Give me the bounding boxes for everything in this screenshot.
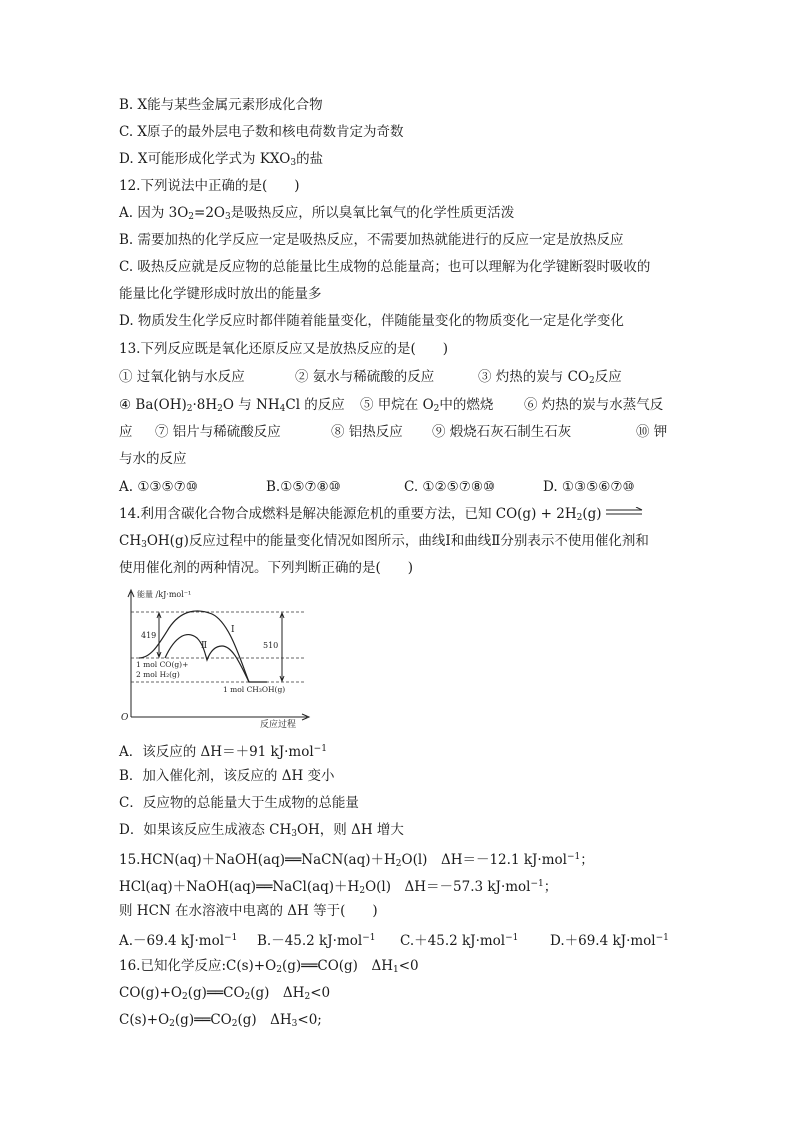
q14-option-c: C．反应物的总能量大于生成物的总能量 [119, 795, 359, 811]
q13-item-4: ④ $Ba(OH)_2\cdot 8H_2O$ 与 $NH_4Cl$ 的反应 [119, 397, 345, 414]
q12-option-d: D. 物质发生化学反应时都伴随着能量变化，伴随能量变化的物质变化一定是化学变化 [119, 313, 624, 329]
x-axis-label: 反应过程 [260, 720, 297, 730]
q15-option-c: C.＋45.2 kJ·mol$^{-1}$ [400, 933, 519, 949]
q15-stem: 则 HCN 在水溶液中电离的 ΔH 等于( ) [119, 903, 378, 919]
q13-option-d: D. ①③⑤⑥⑦⑩ [543, 479, 635, 495]
q13-item-10-continued: 与水的反应 [119, 451, 187, 467]
origin-label: O [121, 713, 129, 723]
q12-option-b: B. 需要加热的化学反应一定是吸热反应，不需要加热就能进行的反应一定是放热反应 [119, 232, 624, 248]
q15-equation-2: $HCl(aq)+NaOH(aq)══NaCl(aq)+H_2O(l)$ ΔH＝－57.3 kJ·mol$^{-1}$； [119, 879, 558, 896]
q13-item-8: ⑧ 铝热反应 [331, 424, 403, 440]
gap-left-label: 419 [141, 631, 157, 640]
q15-option-b: B.－45.2 kJ·mol$^{-1}$ [257, 933, 376, 949]
curve-2-label: Ⅱ [201, 641, 208, 651]
q13-item-10: ⑩ 钾 [636, 424, 668, 440]
q14-option-a: A．该反应的 ΔH＝＋91 kJ·mol$^{-1}$ [119, 744, 327, 760]
gap-right-label: 510 [263, 641, 279, 650]
q14-option-b: B．加入催化剂，该反应的 ΔH 变小 [119, 768, 335, 784]
q11-option-c: C. X原子的最外层电子数和核电荷数肯定为奇数 [119, 124, 404, 140]
q12-option-c-line1: C. 吸热反应就是反应物的总能量比生成物的总能量高；也可以理解为化学键断裂时吸收的 [119, 259, 651, 275]
q13-item-1: ① 过氧化钠与水反应 [119, 369, 245, 385]
q14-stem-line1: 14.利用含碳化合物合成燃料是解决能源危机的重要方法，已知 $CO(g) + 2H_2(g)$ [119, 505, 644, 527]
q12-stem: 12.下列说法中正确的是( ) [119, 178, 300, 194]
q16-equation-3: $C(s)+O_2(g)══CO_2(g)$ $\Delta H_3<0$; [119, 1012, 322, 1029]
q13-option-c: C. ①②⑤⑦⑧⑩ [404, 479, 496, 495]
reactant-label-line1: 1 mol CO(g)+ [136, 660, 189, 669]
q12-option-c-line2: 能量比化学键形成时放出的能量多 [119, 286, 322, 302]
q13-item-3: ③ 灼热的炭与 $CO_2$反应 [478, 369, 622, 386]
energy-diagram [117, 586, 312, 731]
q14-stem-line2: $CH_3OH(g)$反应过程中的能量变化情况如图所示，曲线Ⅰ和曲线Ⅱ分别表示不使用催化剂和 [119, 533, 649, 550]
y-axis-label: 能量 /kJ·mol⁻¹ [137, 590, 192, 599]
q14-stem-line3: 使用催化剂的两种情况。下列判断正确的是( ) [119, 560, 414, 576]
product-label: 1 mol CH₃OH(g) [223, 685, 286, 694]
q11-option-b: B. X能与某些金属元素形成化合物 [119, 97, 323, 113]
q13-item-2: ② 氨水与稀硫酸的反应 [295, 369, 435, 385]
reactant-label-line2: 2 mol H₂(g) [136, 670, 180, 679]
q13-option-a: A. ①③⑤⑦⑩ [119, 479, 198, 495]
q15-equation-1: $15.HCN(aq)+NaOH(aq)══NaCN(aq)+H_2O(l)$ ΔH＝－12.1 kJ·mol$^{-1}$； [119, 852, 594, 869]
q13-item-6-continued: 应 [119, 424, 133, 440]
q13-item-7: ⑦ 铝片与稀硫酸反应 [155, 424, 281, 440]
q12-option-a: A. 因为 $3O_2=2O_3$是吸热反应，所以臭氧比氧气的化学性质更活泼 [119, 205, 515, 222]
q16-equation-1: 16.已知化学反应$:C(s)+O_2(g)══CO(g)$ $\Delta H_1<0$ [119, 958, 419, 975]
q14-option-d: D．如果该反应生成液态 $CH_3OH$，则 ΔH 增大 [119, 822, 404, 839]
curve-1-label: Ⅰ [231, 625, 235, 635]
q11-option-d: D. X可能形成化学式为 $KXO_3$的盐 [119, 151, 324, 168]
q15-option-d: D.＋69.4 kJ·mol$^{-1}$ [550, 933, 669, 949]
q16-equation-2: $CO(g)+O_2(g)══CO_2(g)$ $\Delta H_2<0$ [119, 985, 331, 1002]
q13-option-b: B.①⑤⑦⑧⑩ [266, 479, 341, 495]
q13-item-9: ⑨ 煅烧石灰石制生石灰 [432, 424, 572, 440]
q15-option-a: A.－69.4 kJ·mol$^{-1}$ [119, 933, 238, 949]
equilibrium-arrow-icon [606, 507, 644, 517]
q13-item-6: ⑥ 灼热的炭与水蒸气反 [524, 397, 664, 413]
q13-stem: 13.下列反应既是氧化还原反应又是放热反应的是( ) [119, 341, 449, 357]
q13-item-5: ⑤ 甲烷在 $O_2$中的燃烧 [360, 397, 494, 414]
